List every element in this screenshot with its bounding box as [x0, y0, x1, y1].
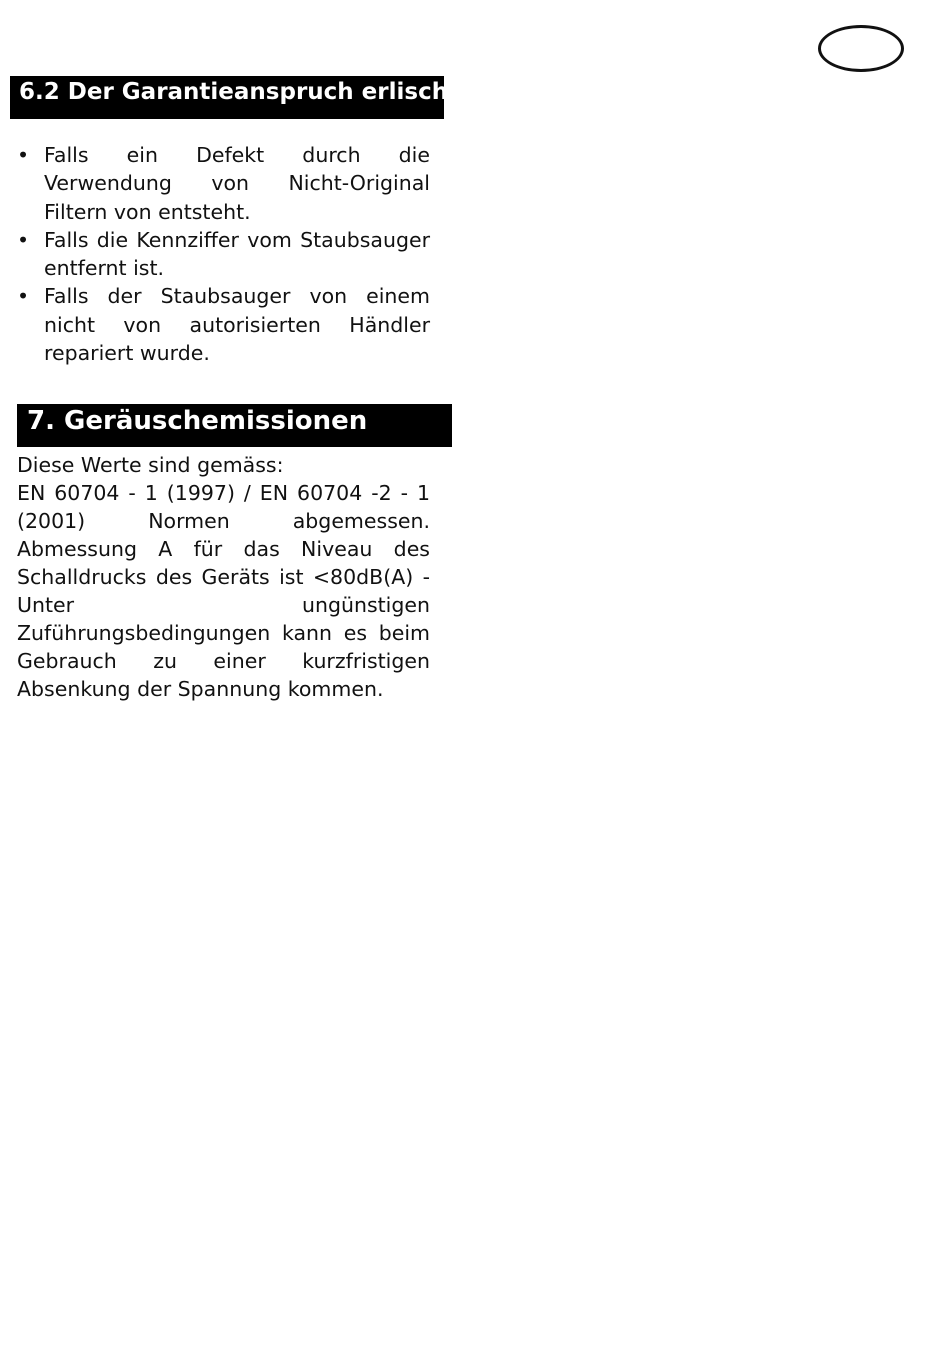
list-item-text: Falls die Kennziffer vom Staubsauger entfernt ist.: [44, 227, 430, 281]
list-item-text: Falls der Staubsauger von einem nicht von autorisierten Händler repariert wurde.: [44, 284, 430, 366]
section-7-heading: 7. Geräuschemissionen: [17, 404, 452, 447]
list-item-text: Falls ein Defekt durch die Verwendung von Nicht-Original Filtern von entsteht.: [44, 143, 430, 224]
list-item: [17, 226, 430, 283]
language-marker-oval: [818, 25, 904, 72]
bullet-icon: •: [17, 227, 30, 252]
bullet-icon: •: [17, 284, 30, 309]
bullet-icon: •: [17, 143, 30, 167]
paragraph-line: EN 60704 - 1 (1997) / EN 60704 -2 - 1: [17, 481, 430, 505]
paragraph-line: Schalldrucks des Geräts ist <80dB(A) -: [17, 565, 430, 589]
section-6-2-heading: 6.2 Der Garantieanspruch erlischt: [10, 76, 444, 119]
list-item: [17, 141, 430, 226]
paragraph-line: Abmessung A für das Niveau des: [17, 537, 430, 561]
paragraph-line: Gebrauch zu einer kurzfristigen: [17, 649, 430, 673]
noise-emission-paragraph: [17, 451, 430, 703]
paragraph-line: Unter ungünstigen: [17, 593, 430, 617]
paragraph-line: Diese Werte sind gemäss:: [17, 453, 284, 477]
warranty-exclusions-list: [17, 141, 430, 367]
paragraph-line: Zuführungsbedingungen kann es beim: [17, 621, 430, 645]
paragraph-line: Absenkung der Spannung kommen.: [17, 677, 384, 701]
list-item: [17, 282, 430, 367]
paragraph-line: (2001) Normen abgemessen.: [17, 509, 430, 533]
